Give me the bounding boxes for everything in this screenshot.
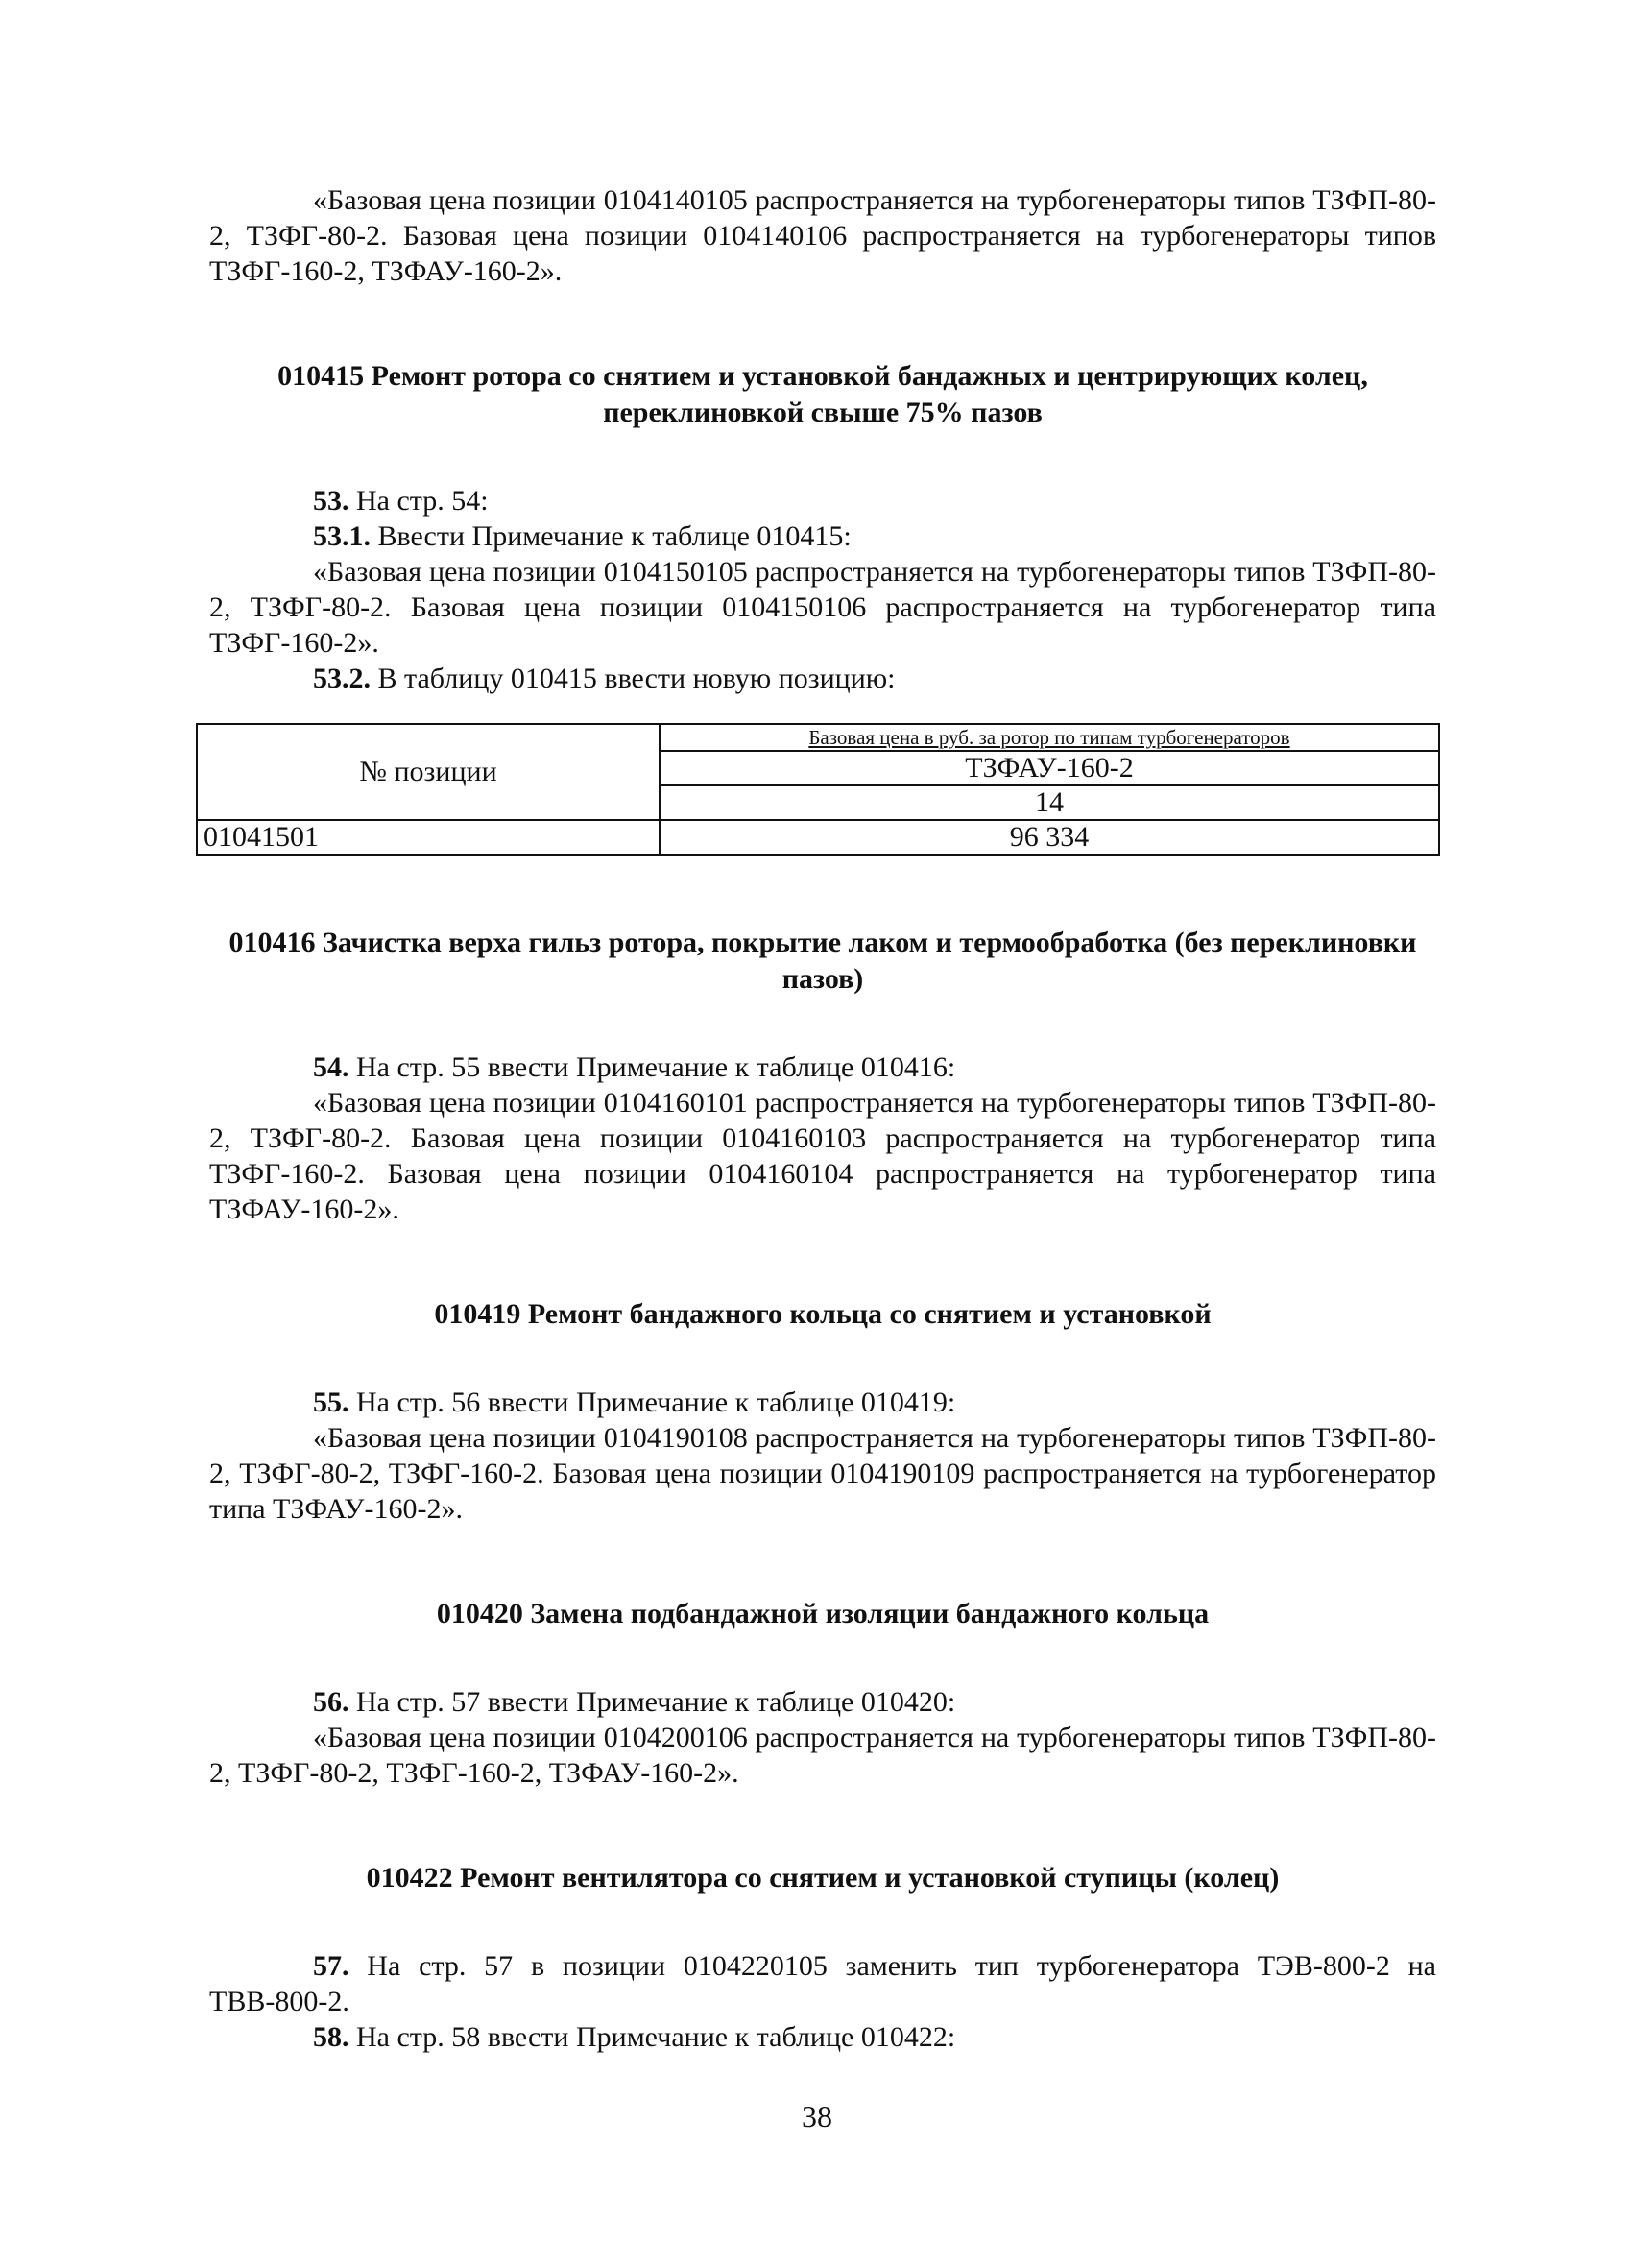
item-54 bbox=[209, 1050, 1436, 1085]
item-text: На стр. 57 в позиции 0104220105 заменить тип турбогенератора ТЭВ-800-2 на ТВВ-800-2. bbox=[209, 1950, 1436, 2017]
item-text: На стр. 58 ввести Примечание к таблице 010422: bbox=[348, 2021, 956, 2053]
paragraph-note-010419: «Базовая цена позиции 0104190108 распространяется на турбогенераторы типов ТЗФП-80-2, ТЗФГ-80-2, ТЗФГ-160-2. Базовая цена позиции 0104190109 распространяется на турбогенератор типа ТЗФАУ-160-2». bbox=[209, 1422, 1436, 1525]
item-text: Ввести Примечание к таблице 010415: bbox=[371, 520, 852, 552]
table-row-position: 01041501 bbox=[197, 820, 660, 855]
page-content bbox=[204, 182, 1436, 2055]
position-number-header: № позиции bbox=[197, 724, 660, 820]
item-text: На стр. 56 ввести Примечание к таблице 010419: bbox=[348, 1387, 956, 1418]
section-heading-010419: 010419 Ремонт бандажного кольца со снятием и установкой bbox=[434, 1298, 1212, 1330]
table-row-value: 96 334 bbox=[660, 820, 1439, 855]
item-55 bbox=[209, 1385, 1436, 1420]
paragraph-note-010415: «Базовая цена позиции 0104150105 распространяется на турбогенераторы типов ТЗФП-80-2, ТЗФГ-80-2. Базовая цена позиции 0104150106 распространяется на турбогенератор типа ТЗФГ-160-2». bbox=[209, 556, 1436, 659]
item-number: 53.2. bbox=[313, 663, 371, 694]
section-heading-010422: 010422 Ремонт вентилятора со снятием и установкой ступицы (колец) bbox=[366, 1862, 1280, 1894]
page-number: 38 bbox=[802, 2099, 832, 2134]
generator-type-header: ТЗФАУ-160-2 bbox=[660, 751, 1439, 785]
item-text: На стр. 57 ввести Примечание к таблице 010420: bbox=[348, 1686, 956, 1718]
item-number: 53. bbox=[313, 485, 349, 517]
section-heading-010420: 010420 Замена подбандажной изоляции бандажного кольца bbox=[436, 1598, 1210, 1629]
paragraph-note-010420: «Базовая цена позиции 0104200106 распространяется на турбогенераторы типов ТЗФП-80-2, ТЗФГ-80-2, ТЗФГ-160-2, ТЗФАУ-160-2». bbox=[209, 1722, 1436, 1789]
item-58 bbox=[209, 2019, 1436, 2055]
item-53 bbox=[209, 483, 1436, 519]
item-number: 55. bbox=[313, 1387, 349, 1418]
section-heading-010415: 010415 Ремонт ротора со снятием и установкой бандажных и центрирующих колец, переклиновкой свыше 75% пазов bbox=[277, 360, 1368, 428]
new-position-table bbox=[196, 723, 1440, 856]
item-number: 58. bbox=[313, 2021, 349, 2053]
item-57 bbox=[209, 1948, 1436, 2019]
item-number: 53.1. bbox=[313, 520, 371, 552]
item-56 bbox=[209, 1684, 1436, 1720]
column-number-cell: 14 bbox=[660, 785, 1439, 820]
paragraph-note-010416: «Базовая цена позиции 0104160101 распространяется на турбогенераторы типов ТЗФП-80-2, ТЗФГ-80-2. Базовая цена позиции 0104160103 распространяется на турбогенератор типа ТЗФГ-160-2. Базовая цена позиции 0104160104 распространяется на турбогенератор типа ТЗФАУ-160-2». bbox=[209, 1087, 1436, 1225]
item-number: 57. bbox=[313, 1950, 349, 1982]
section-heading-010416: 010416 Зачистка верха гильз ротора, покрытие лаком и термообработка (без переклиновки пазов) bbox=[228, 927, 1417, 995]
item-number: 54. bbox=[313, 1051, 349, 1083]
item-text: На стр. 55 ввести Примечание к таблице 010416: bbox=[348, 1051, 956, 1083]
price-group-header: Базовая цена в руб. за ротор по типам турбогенераторов bbox=[660, 724, 1439, 751]
paragraph-note-010414: «Базовая цена позиции 0104140105 распространяется на турбогенераторы типов ТЗФП-80-2, ТЗФГ-80-2. Базовая цена позиции 0104140106 распространяется на турбогенераторы типов ТЗФГ-160-2, ТЗФАУ-160-2». bbox=[209, 184, 1436, 287]
item-text: На стр. 54: bbox=[348, 485, 489, 517]
item-53-2 bbox=[209, 661, 1436, 696]
item-53-1 bbox=[209, 519, 1436, 554]
item-text: В таблицу 010415 ввести новую позицию: bbox=[371, 663, 896, 694]
item-number: 56. bbox=[313, 1686, 349, 1718]
